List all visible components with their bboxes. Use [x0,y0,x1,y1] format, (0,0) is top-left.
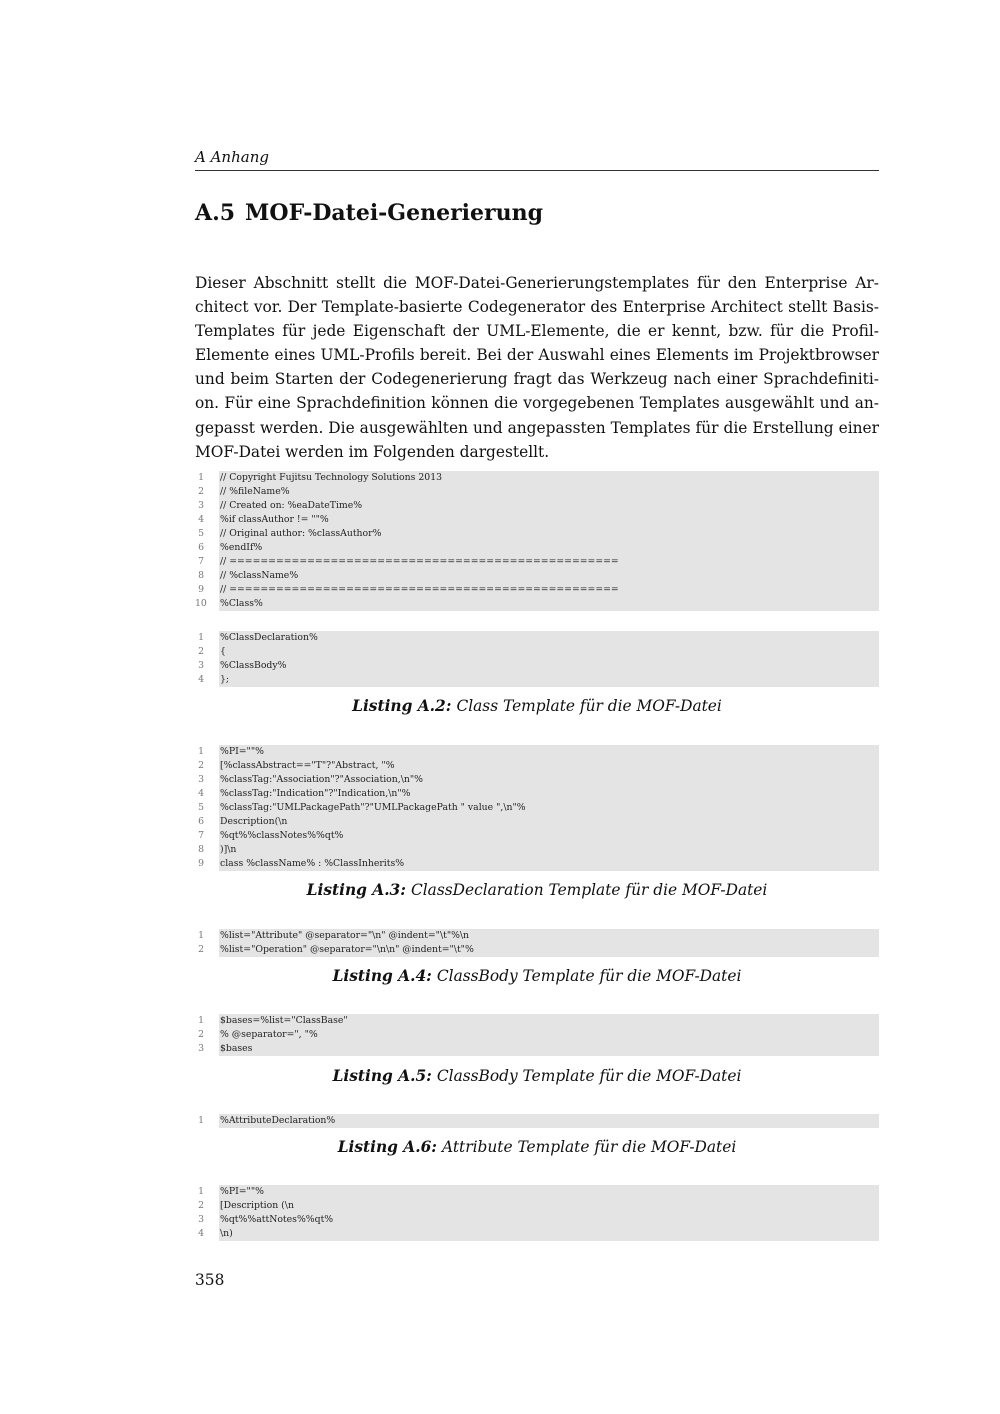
line-number: 5 [198,528,204,539]
code-line [195,527,879,541]
line-number: 10 [195,598,207,609]
code-text: Description(\n [219,815,879,829]
code-line [195,1199,879,1213]
code-text: // Original author: %classAuthor% [219,527,879,541]
code-line [195,929,879,943]
code-text: %Class% [219,597,879,611]
caption-label: Listing A.2: [352,697,452,715]
code-text: // ================================================== [219,583,879,597]
line-number: 3 [198,660,204,671]
intro-line: und beim Starten der Codegenerierung fragt das Werkzeug nach einer Sprachdefiniti- [195,370,879,389]
line-number: 4 [198,788,204,799]
caption-text: ClassBody Template für die MOF-Datei [436,1067,742,1085]
code-listing [195,1014,879,1056]
code-text: $bases=%list="ClassBase" [219,1014,879,1028]
line-number: 9 [198,584,204,595]
code-line [195,745,879,759]
caption-text: ClassDeclaration Template für die MOF-Datei [410,881,768,899]
code-text: // %className% [219,569,879,583]
line-number: 2 [198,486,204,497]
code-listing [195,1114,879,1128]
code-line [195,645,879,659]
line-number: 5 [198,802,204,813]
code-text: %list="Operation" @separator="\n\n" @indent="\t"% [219,943,879,957]
intro-line: MOF-Datei werden im Folgenden dargestellt. [195,442,550,461]
code-listing [195,745,879,871]
code-line [195,815,879,829]
section-title-text: MOF-Datei-Generierung [245,200,543,226]
page-number: 358 [195,1271,225,1289]
code-line [195,471,879,485]
code-text: %endIf% [219,541,879,555]
code-listing [195,471,879,611]
code-text: { [219,645,879,659]
line-number: 1 [198,930,204,941]
code-line [195,857,879,871]
caption-label: Listing A.6: [337,1138,437,1156]
listing-caption [195,881,879,899]
line-number: 8 [198,570,204,581]
running-head: A Anhang [195,148,879,171]
code-line [195,569,879,583]
code-line [195,1042,879,1056]
code-text: $bases [219,1042,879,1056]
line-number: 1 [198,1115,204,1126]
line-number: 3 [198,500,204,511]
code-text: [Description (\n [219,1199,879,1213]
intro-line: Dieser Abschnitt stellt die MOF-Datei-Generierungstemplates für den Enterprise Ar- [195,274,879,292]
line-number: 4 [198,514,204,525]
line-number: 4 [198,1228,204,1239]
caption-text: Class Template für die MOF-Datei [456,697,722,715]
caption-label: Listing A.4: [332,967,432,985]
code-text: %ClassDeclaration% [219,631,879,645]
caption-label: Listing A.5: [332,1067,432,1085]
line-number: 9 [198,858,204,869]
code-text: // ================================================== [219,555,879,569]
code-line [195,513,879,527]
code-line [195,659,879,673]
caption-text: ClassBody Template für die MOF-Datei [436,967,742,985]
line-number: 2 [198,944,204,955]
code-listing [195,929,879,957]
intro-line: gepasst werden. Die ausgewählten und angepassten Templates für die Erstellung einer [195,418,879,437]
section-title [195,200,543,226]
listing-caption [195,1138,879,1156]
line-number: 2 [198,1200,204,1211]
code-listing [195,1185,879,1241]
listing-caption [195,967,879,985]
code-text: %qt%%classNotes%%qt% [219,829,879,843]
code-line [195,1227,879,1241]
code-line [195,485,879,499]
code-line [195,943,879,957]
code-listing [195,631,879,687]
intro-line: on. Für eine Sprachdefinition können die vorgegebenen Templates ausgewählt und an- [195,394,879,413]
code-text: %classTag:"Association"?"Association,\n"% [219,773,879,787]
code-text: %classTag:"UMLPackagePath"?"UMLPackagePath " value ",\n"% [219,801,879,815]
listing-caption [195,1067,879,1085]
code-line [195,1185,879,1199]
code-text: %list="Attribute" @separator="\n" @indent="\t"%\n [219,929,879,943]
code-text: %if classAuthor != ""% [219,513,879,527]
code-text: %qt%%attNotes%%qt% [219,1213,879,1227]
code-text: %AttributeDeclaration% [219,1114,879,1128]
code-text: %classTag:"Indication"?"Indication,\n"% [219,787,879,801]
code-text: )]\n [219,843,879,857]
code-line [195,1213,879,1227]
code-text: \n) [219,1227,879,1241]
line-number: 1 [198,1186,204,1197]
line-number: 3 [198,1214,204,1225]
line-number: 7 [198,556,204,567]
code-line [195,583,879,597]
intro-line: chitect vor. Der Template-basierte Codegenerator des Enterprise Architect stellt Basis- [195,298,879,317]
line-number: 3 [198,1043,204,1054]
code-text: %PI=""% [219,1185,879,1199]
code-line [195,787,879,801]
caption-text: Attribute Template für die MOF-Datei [442,1138,737,1156]
line-number: 8 [198,844,204,855]
line-number: 6 [198,816,204,827]
code-text: // %fileName% [219,485,879,499]
intro-line: Templates für jede Eigenschaft der UML-Elemente, die er kennt, bzw. für die Profil- [195,322,879,341]
code-text: class %className% : %ClassInherits% [219,857,879,871]
code-line [195,759,879,773]
intro-line: Elemente eines UML-Profils bereit. Bei der Auswahl eines Elements im Projektbrowser [195,346,879,365]
line-number: 2 [198,760,204,771]
code-line [195,541,879,555]
code-line [195,673,879,687]
code-text: // Created on: %eaDateTime% [219,499,879,513]
code-line [195,597,879,611]
intro-paragraph [195,271,879,464]
code-line [195,555,879,569]
line-number: 1 [198,1015,204,1026]
line-number: 3 [198,774,204,785]
code-line [195,843,879,857]
code-text: }; [219,673,879,687]
line-number: 2 [198,1029,204,1040]
caption-label: Listing A.3: [306,881,406,899]
code-line [195,801,879,815]
line-number: 1 [198,472,204,483]
code-text: [%classAbstract=="T"?"Abstract, "% [219,759,879,773]
line-number: 1 [198,632,204,643]
line-number: 4 [198,674,204,685]
code-text: %PI=""% [219,745,879,759]
listing-caption [195,697,879,715]
code-line [195,499,879,513]
code-line [195,1028,879,1042]
line-number: 6 [198,542,204,553]
line-number: 2 [198,646,204,657]
line-number: 7 [198,830,204,841]
code-line [195,1114,879,1128]
code-text: % @separator=", "% [219,1028,879,1042]
code-line [195,631,879,645]
code-line [195,1014,879,1028]
code-line [195,829,879,843]
code-text: %ClassBody% [219,659,879,673]
line-number: 1 [198,746,204,757]
code-line [195,773,879,787]
section-number: A.5 [195,200,236,226]
code-text: // Copyright Fujitsu Technology Solutions 2013 [219,471,879,485]
